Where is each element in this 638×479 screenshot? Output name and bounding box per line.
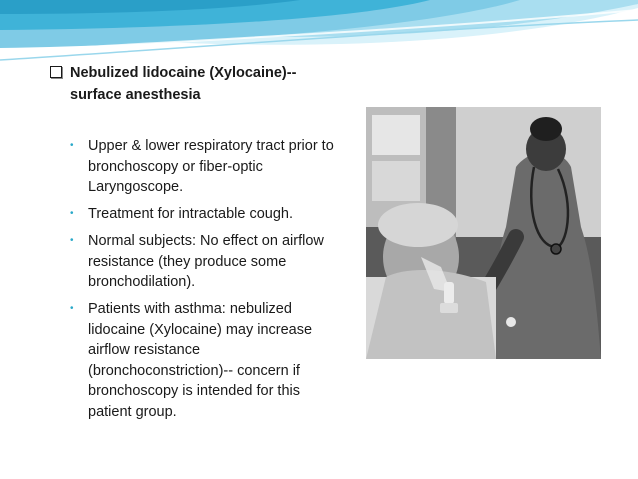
patient-nebulizer-photo: [366, 107, 601, 359]
bullet-list: [68, 136, 340, 429]
bullet-item: • Upper & lower respiratory tract prior to bronchoscopy or fiber-optic Laryngoscope.: [68, 136, 340, 198]
main-point-line1: Nebulized lidocaine (Xylocaine)--: [70, 65, 297, 81]
photo-illustration: [366, 107, 601, 359]
main-point-line2: surface anesthesia: [70, 87, 201, 103]
checkbox-bullet-icon: [50, 66, 62, 78]
bullet-item: • Treatment for intractable cough.: [68, 204, 340, 225]
bullet-item: • Normal subjects: No effect on airflow resistance (they produce some bronchodilation).: [68, 231, 340, 293]
main-point-line1-row: [50, 62, 340, 84]
bullet-item: • Patients with asthma: nebulized lidocaine (Xylocaine) may increase airflow resistance (bronchoconstriction)-- concern if bronchoscopy is intended for this patient group.: [68, 299, 340, 422]
main-point: [50, 62, 340, 106]
